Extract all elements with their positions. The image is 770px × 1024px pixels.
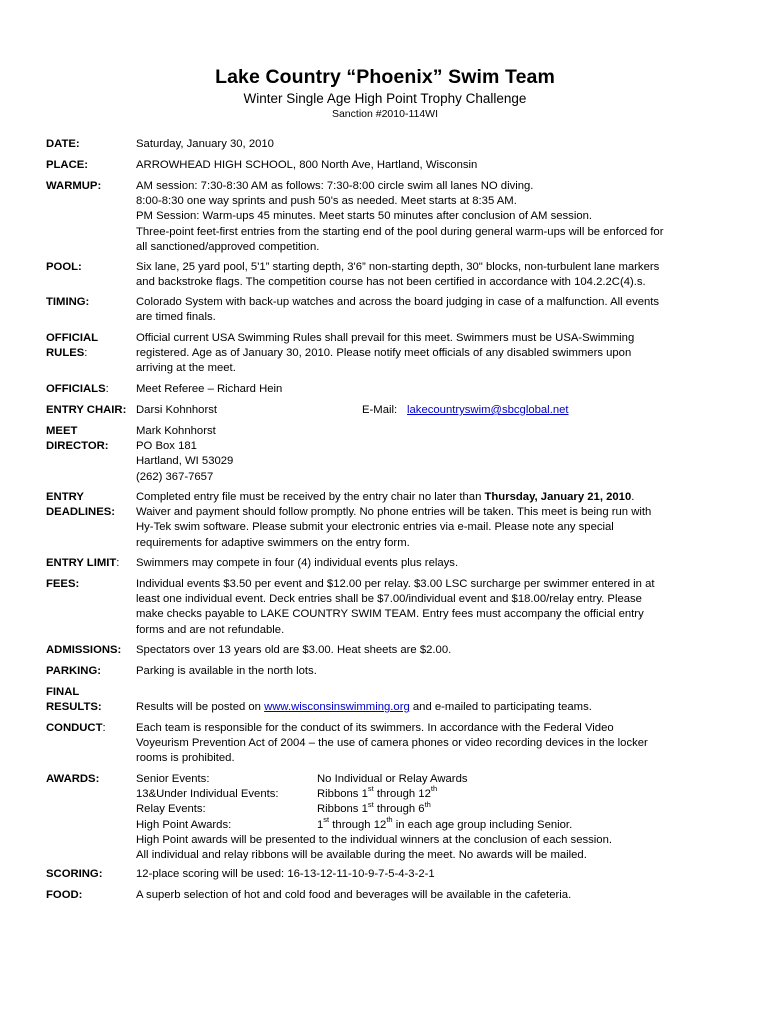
meet-director-line: (262) 367-7657 [136,470,214,483]
date-value: Saturday, January 30, 2010 [136,138,274,150]
admissions-label: ADMISSIONS: [46,644,122,656]
officials-label-colon: : [105,383,109,395]
timing-line: are timed finals. [136,311,216,324]
officials-value: Meet Referee – Richard Hein [136,383,283,395]
pool-label: POOL: [46,261,82,273]
entry-limit-label-word: ENTRY LIMIT [46,557,117,569]
awards-relay-sup: st [367,799,374,809]
meet-director-label-line1: MEET [46,425,78,437]
final-results-label-line2: RESULTS: [46,701,102,714]
timing-text [136,295,736,325]
awards-relay-line [136,799,736,817]
officials-label-word: OFFICIALS [46,383,106,395]
pool-line: Six lane, 25 yard pool, 5'1” starting depth, 3'6” non-starting depth, 30" blocks, non-turbulent lane markers [136,261,660,273]
conduct-text [136,721,736,767]
admissions-value: Spectators over 13 years old are $3.00. Heat sheets are $2.00. [136,644,452,656]
meet-director-label [46,424,138,454]
final-results-label [46,685,138,715]
awards-relay-value [317,799,431,817]
entry-chair-name: Darsi Kohnhorst [136,404,217,416]
awards-13under-part: Ribbons 1 [317,788,368,801]
awards-13under-label: 13&Under Individual Events: [136,788,279,801]
entry-limit-label-colon: : [116,557,120,569]
fees-line: forms and are not refundable. [136,623,285,636]
place-value: ARROWHEAD HIGH SCHOOL, 800 North Ave, Hartland, Wisconsin [136,159,478,171]
warmup-line: AM session: 7:30-8:30 AM as follows: 7:30-8:00 circle swim all lanes NO diving. [136,180,534,192]
timing-line: Colorado System with back-up watches and across the board judging in case of a malfunction. All events [136,296,660,308]
document-subtitle: Winter Single Age High Point Trophy Challenge [243,91,527,106]
meet-director-line: PO Box 181 [136,440,197,453]
final-results-text [136,700,736,715]
fees-line: make checks payable to LAKE COUNTRY SWIM TEAM. Entry fees must accompany the official entry [136,608,644,621]
official-rules-line: registered. Age as of January 30, 2010. Please notify meet officials of any disabled swimmers upon [136,347,632,360]
warmup-line: all sanctioned/approved competition. [136,240,320,253]
awards-relay-part: Ribbons 1 [317,803,368,816]
warmup-line: PM Session: Warm-ups 45 minutes. Meet starts 50 minutes after conclusion of AM session. [136,210,593,223]
awards-senior-value: No Individual or Relay Awards [317,773,468,785]
place-label: PLACE: [46,159,89,171]
pool-text [136,260,736,290]
official-rules-line: Official current USA Swimming Rules shall prevail for this meet. Swimmers must be USA-Swimming [136,332,635,344]
awards-13under-line [136,784,736,802]
warmup-label: WARMUP: [46,180,102,192]
food-value: A superb selection of hot and cold food and beverages will be available in the cafeteria. [136,889,572,901]
conduct-line: rooms is prohibited. [136,752,235,765]
entry-deadlines-line: Waiver and payment should follow promptly. No phone entries will be taken. This meet is being run with [136,506,652,519]
meet-director-address [136,424,736,485]
entry-limit-label [46,556,138,571]
final-results-pre: Results will be posted on [136,701,265,713]
warmup-text [136,179,736,255]
officials-label [46,382,138,397]
results-website-link[interactable]: www.wisconsinswimming.org [264,701,410,713]
meet-director-line: Hartland, WI 53029 [136,455,234,468]
scoring-label: SCORING: [46,868,103,880]
official-rules-label-line2 [46,346,138,361]
entry-limit-value: Swimmers may compete in four (4) individual events plus relays. [136,557,459,569]
awards-highpoint-value [317,814,573,833]
awards-highpoint-line [136,814,736,833]
awards-note: All individual and relay ribbons will be available during the meet. No awards will be mailed. [136,849,587,862]
conduct-line: Each team is responsible for the conduct of its swimmers. In accordance with the Federal Video [136,722,614,734]
entry-deadlines-label-line2: DEADLINES: [46,506,116,519]
conduct-line: Voyeurism Prevention Act of 2004 – the use of camera phones or video recording devices in the locker [136,737,648,750]
document-title: Lake Country “Phoenix” Swim Team [215,66,555,88]
entry-deadlines-line: Hy-Tek swim software. Please submit your electronic entries via e-mail. Please note any special [136,521,614,534]
awards-highpoint-sup: st [323,814,330,824]
awards-highpoint-label: High Point Awards: [136,818,232,831]
awards-13under-sup: th [430,784,438,794]
final-results-post: and e-mailed to participating teams. [409,701,592,713]
entry-deadlines-post: . [631,491,635,503]
warmup-line: 8:00-8:30 one way sprints and push 50's as needed. Meet starts at 8:35 AM. [136,195,517,208]
awards-note: High Point awards will be presented to the individual winners at the conclusion of each session. [136,833,612,846]
awards-highpoint-part: in each age group including Senior. [392,818,573,831]
meet-director-label-line2: DIRECTOR: [46,440,109,453]
warmup-line: Three-point feet-first entries from the starting end of the pool during general warm-ups will be enforced for [136,225,664,238]
official-rules-label-line1: OFFICIAL [46,332,99,344]
food-label: FOOD: [46,889,83,901]
entry-chair-email-link[interactable]: lakecountryswim@sbcglobal.net [407,404,569,416]
fees-text [136,577,736,638]
awards-text [136,772,736,863]
awards-label: AWARDS: [46,773,100,785]
email-label: E-Mail: [362,404,398,416]
awards-13under-part: through 12 [373,788,431,801]
awards-13under-sup: st [367,784,374,794]
awards-13under-value [317,784,438,802]
scoring-value: 12-place scoring will be used: 16-13-12-11-10-9-7-5-4-3-2-1 [136,868,435,880]
awards-senior-label: Senior Events: [136,773,210,785]
entry-chair-label: ENTRY CHAIR: [46,404,127,416]
awards-relay-part: through 6 [373,803,425,816]
conduct-label [46,721,138,736]
entry-deadline-date: Thursday, January 21, 2010 [484,491,632,503]
parking-value: Parking is available in the north lots. [136,665,317,677]
conduct-label-word: CONDUCT [46,722,103,734]
sanction-number: Sanction #2010-114WI [331,108,439,120]
awards-highpoint-part: 1 [317,818,324,831]
official-rules-line: arriving at the meet. [136,362,236,375]
entry-deadlines-line: requirements for adaptive swimmers on the entry form. [136,536,410,549]
parking-label: PARKING: [46,665,102,677]
entry-deadlines-pre: Completed entry file must be received by the entry chair no later than [136,491,485,503]
awards-relay-sup: th [424,799,431,809]
entry-deadlines-text [136,490,736,551]
fees-line: least one individual event. Deck entries shall be $7.00/individual event and $18.00/relay entry. Please [136,593,642,606]
conduct-label-colon: : [102,722,106,734]
awards-relay-label: Relay Events: [136,803,206,816]
date-label: DATE: [46,138,80,150]
pool-line: and backstroke flags. The competition course has not been certified in accordance with 104.2.2C(4).s. [136,276,646,289]
fees-line: Individual events $3.50 per event and $12.00 per relay. $3.00 LSC surcharge per swimmer entered in at [136,578,655,590]
awards-highpoint-sup: th [386,814,393,824]
awards-highpoint-part: through 12 [329,818,387,831]
official-rules-label [46,331,138,361]
entry-deadlines-label [46,490,138,520]
final-results-label-line1: FINAL [46,686,80,698]
entry-chair-value [136,403,736,418]
official-rules-text [136,331,736,377]
fees-label: FEES: [46,578,80,590]
entry-deadlines-label-line1: ENTRY [46,491,84,503]
meet-director-line: Mark Kohnhorst [136,425,216,437]
timing-label: TIMING: [46,296,90,308]
official-rules-label-colon: : [84,347,88,360]
official-rules-label-word: RULES [46,347,85,360]
entry-deadlines-line [136,490,736,505]
